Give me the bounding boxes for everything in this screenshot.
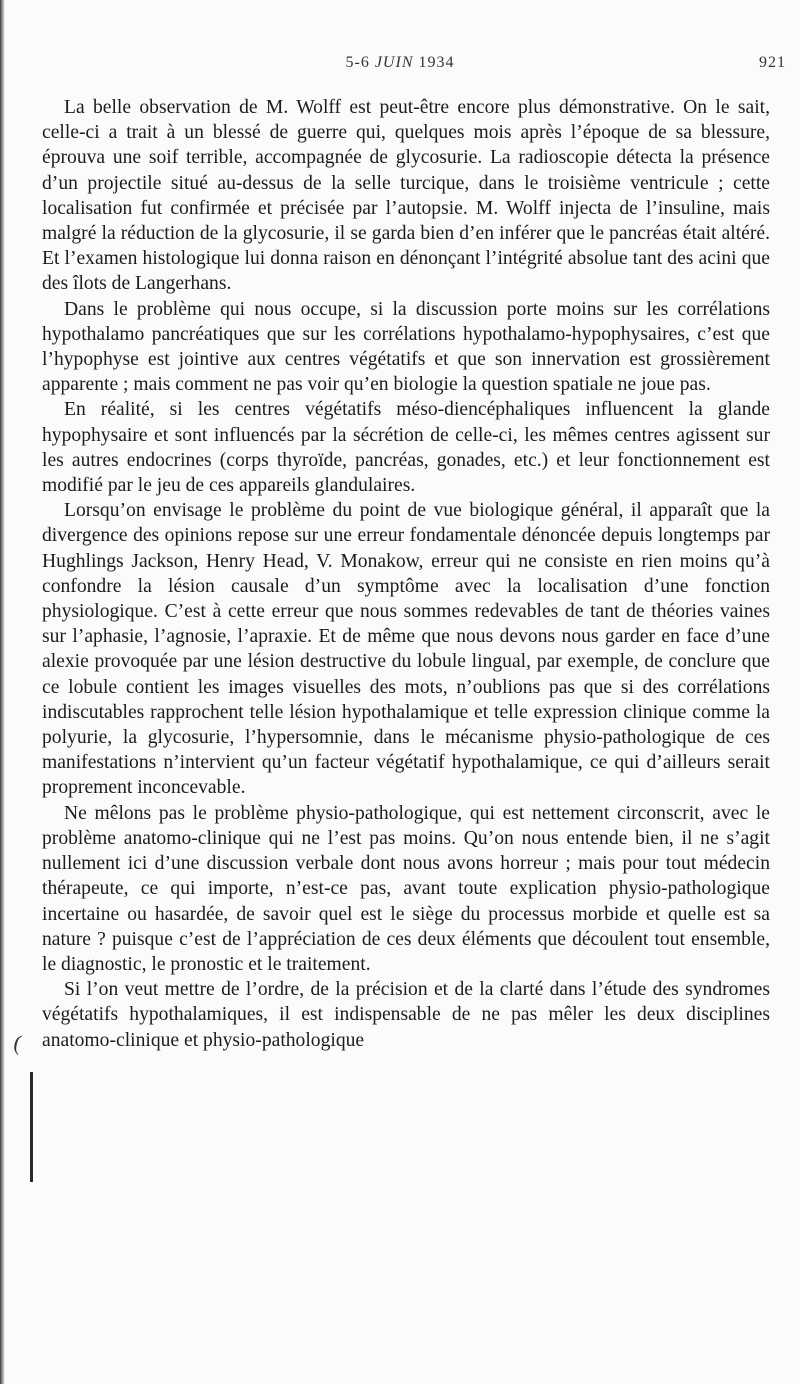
handwritten-margin-line [30,1072,33,1182]
page-edge-shadow [0,0,5,1384]
running-head [0,54,800,72]
running-head-prefix: 5-6 [345,54,370,71]
paragraph-vegetative-centres: En réalité, si les centres végétatifs méso-diencéphaliques influencent la glande hypophysaire et sont influencés par la sécrétion de celle-ci, les mêmes centres agissent sur les autres endocrines (corps thyroïde, pancréas, gonades, etc.) et leur fonctionnement est modifié par le jeu de ces appareils glandulaires. [42,399,770,497]
paragraph-order-and-precision: Si l’on veut mettre de l’ordre, de la précision et de la clarté dans l’étude des syndromes végétatifs hypothalamiques, il est indispensable de ne pas mêler les deux disciplines anatomo-clinique et physio-pathologique [42,979,770,1051]
running-head-year: 1934 [418,54,455,71]
page-number: 921 [759,54,786,71]
running-head-month: JUIN [374,54,414,71]
body-text [42,95,770,1053]
paragraph-do-not-mix-problems: Ne mêlons pas le problème physio-pathologique, qui est nettement circonscrit, avec le problème anatomo-clinique qui ne l’est pas moins. Qu’on nous entende bien, il ne s’agit nullement ici d’une discussion verbale dont nous avons horreur ; mais pour tout médecin thérapeute, ce qui importe, n’est-ce pas, avant toute explication physio-pathologique incertaine ou hasardée, de savoir quel est le siège du processus morbide et quelle est sa nature ? puisque c’est de l’appréciation de ces deux éléments que découlent tout ensemble, le diagnostic, le pronostic et le traitement. [42,802,770,975]
paragraph-hypophysis-correlations: Dans le problème qui nous occupe, si la discussion porte moins sur les corrélations hypothalamo pancréatiques que sur les corrélations hypothalamo-hypophysaires, c’est que l’hypophyse est jointive aux centres végétatifs et que son innervation est grossièrement apparente ; mais comment ne pas voir qu’en biologie la question spatiale ne joue pas. [42,298,770,396]
page-header [0,54,800,78]
handwritten-bracket-mark: ( [11,1029,24,1056]
paragraph-fundamental-error: Lorsqu’on envisage le problème du point de vue biologique général, il apparaît que la divergence des opinions repose sur une erreur fondamentale dénoncée depuis longtemps par Hughlings Jackson, Henry Head, V. Monakow, erreur qui ne consiste en rien moins qu’à confondre la lésion causale d’un symptôme avec la localisation d’une fonction physiologique. C’est à cette erreur que nous sommes redevables de tant de théories vaines sur l’aphasie, l’agnosie, l’apraxie. Et de même que nous devons nous garder en face d’une alexie provoquée par une lésion destructive du lobule lingual, par exemple, de conclure que ce lobule contient les images visuelles des mots, n’oublions pas que si des corrélations indiscutables rapprochent telle lésion hypothalamique et telle expression clinique comme la polyurie, la glycosurie, l’hypersomnie, dans le mécanisme physio-pathologique de ces manifestations n’intervient qu’un facteur végétatif hypothalamique, ce qui d’ailleurs serait proprement inconcevable. [42,500,770,799]
paragraph-wolff-observation: La belle observation de M. Wolff est peut-être encore plus démonstrative. On le sait, celle-ci a trait à un blessé de guerre qui, quelques mois après l’époque de sa blessure, éprouva une soif terrible, accompagnée de glycosurie. La radioscopie détecta la présence d’un projectile situé au-dessus de la selle turcique, dans le troisième ventricule ; cette localisation fut confirmée et précisée par l’autopsie. M. Wolff injecta de l’insuline, mais malgré la réduction de la glycosurie, il se garda bien d’en inférer que le pancréas était altéré. Et l’examen histologique lui donna raison en dénonçant l’intégrité absolue tant des acini que des îlots de Langerhans. [42,97,770,295]
